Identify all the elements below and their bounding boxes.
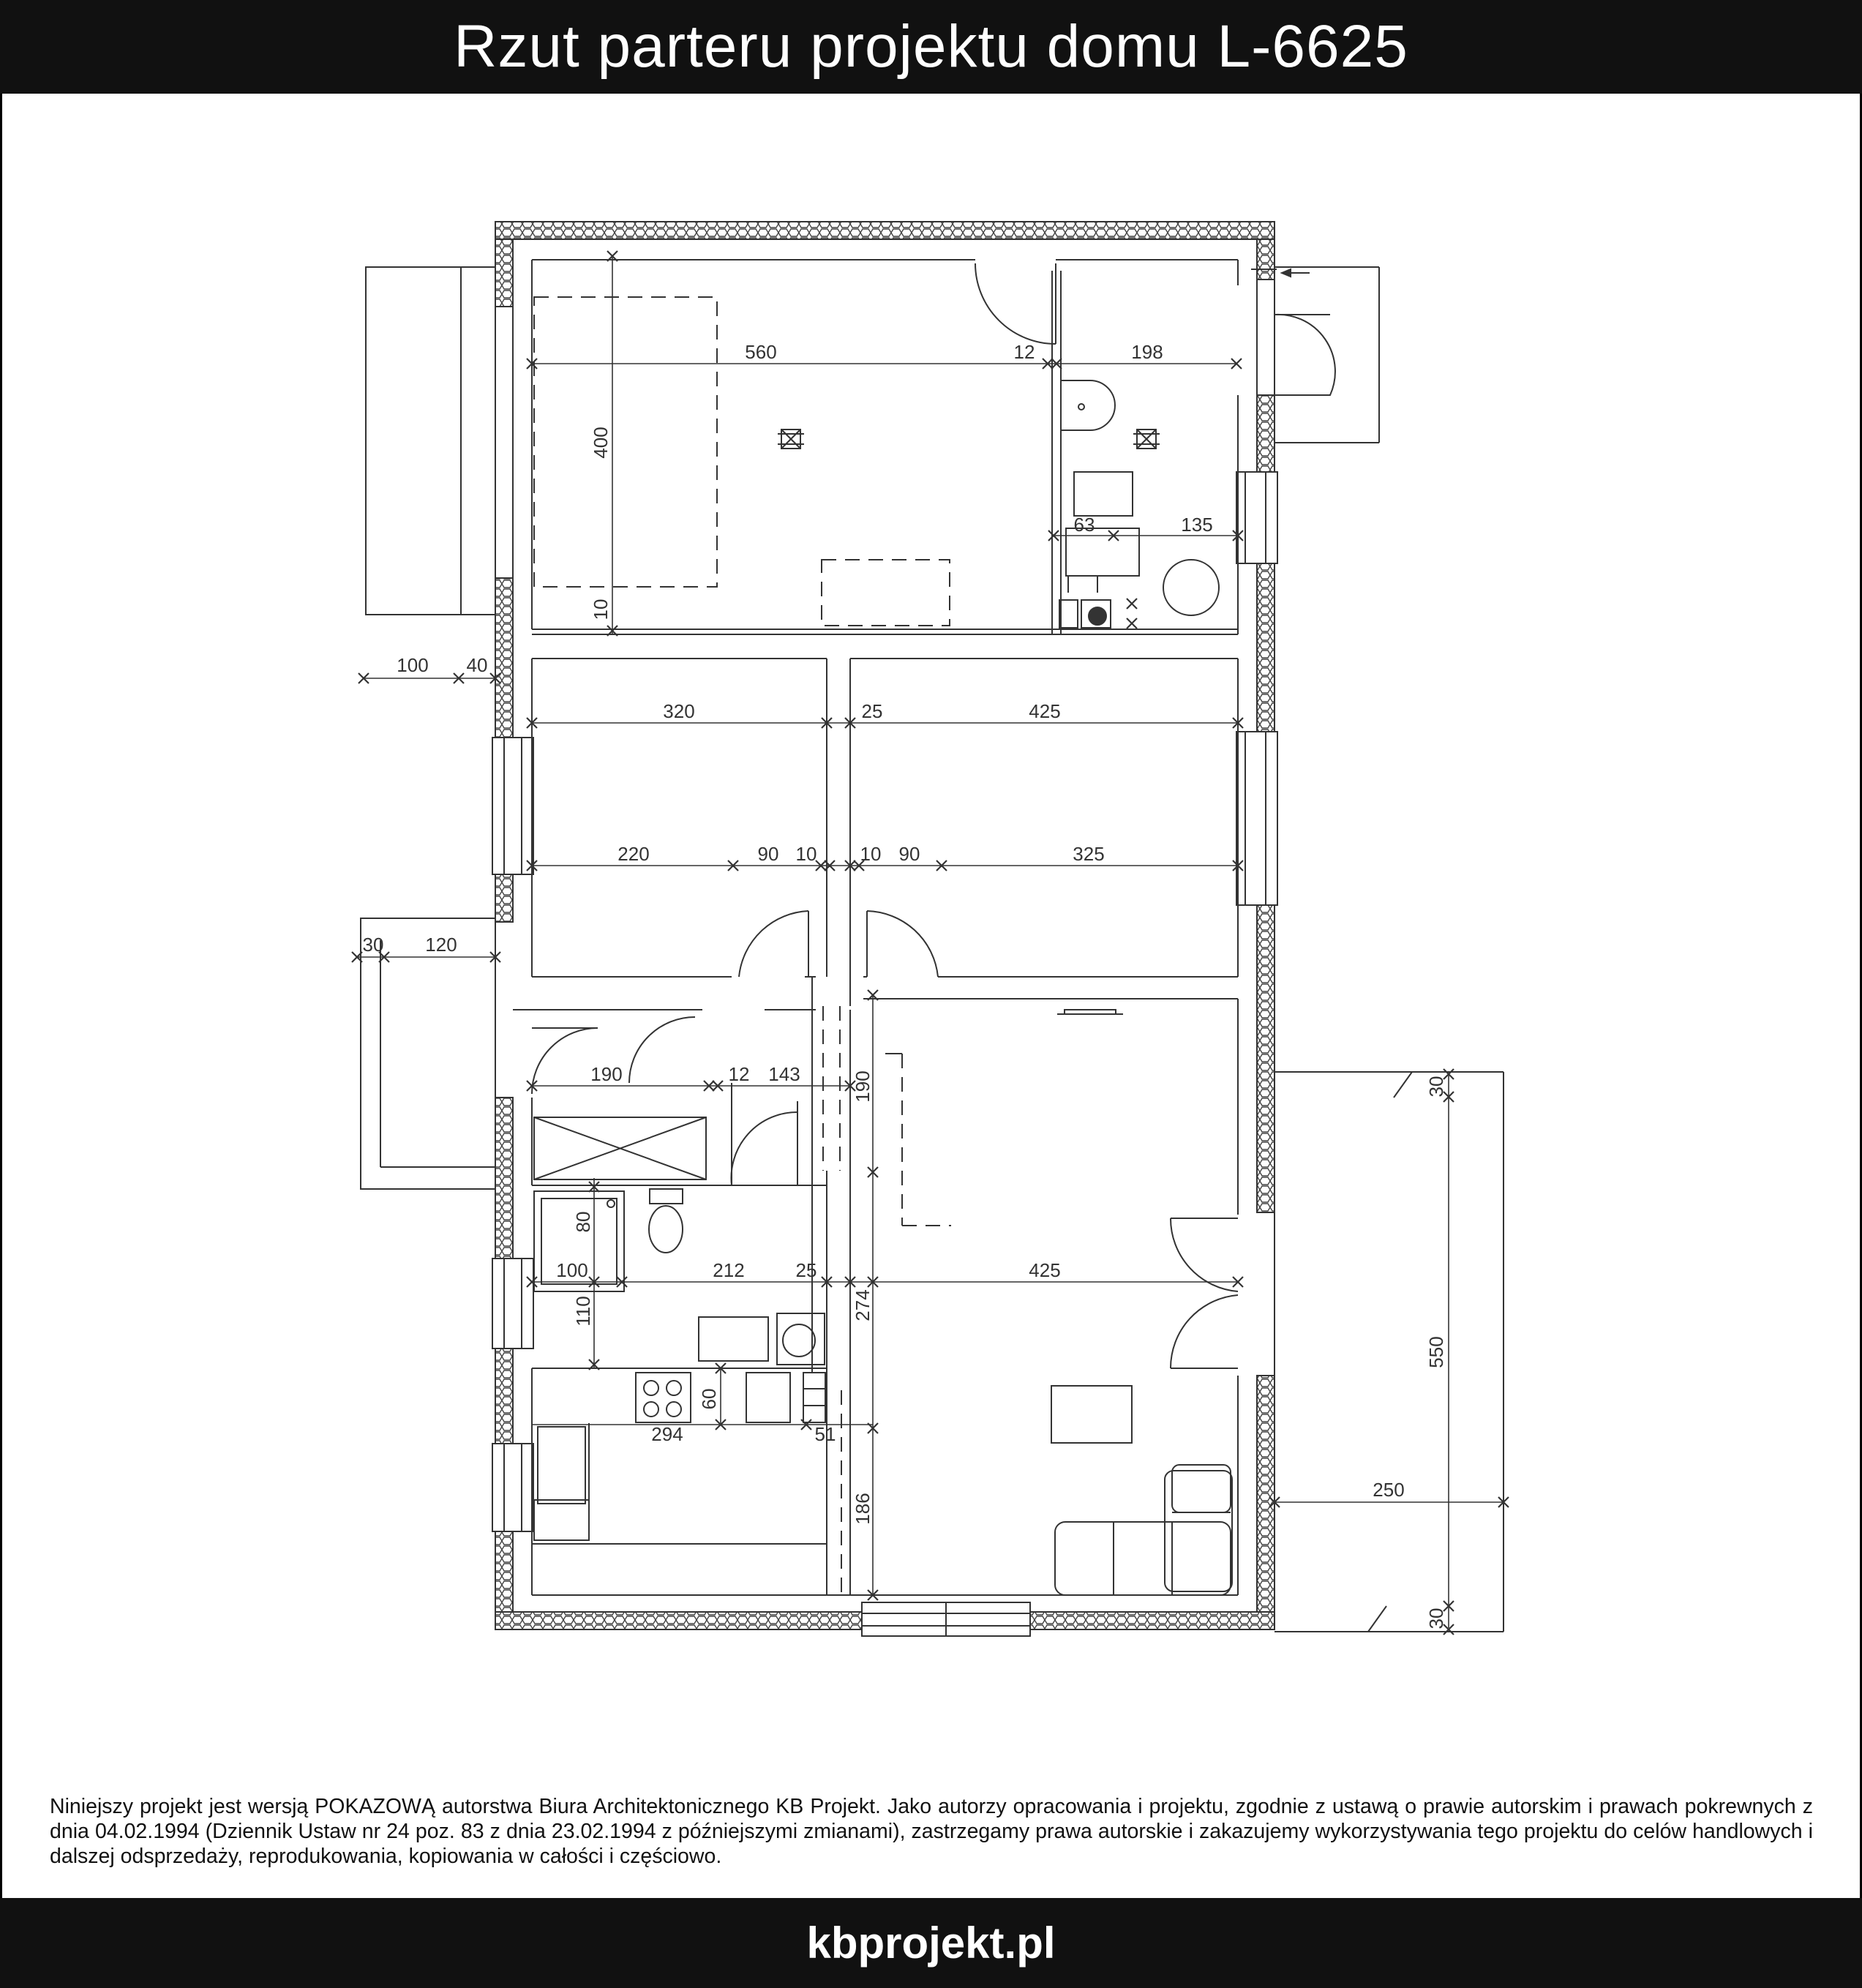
bathroom-fixtures bbox=[534, 1117, 825, 1365]
plan-drawing bbox=[352, 222, 1509, 1636]
dim-pos-325: 325 bbox=[1073, 843, 1105, 865]
kitchen-sink-icon bbox=[538, 1427, 585, 1504]
dim-garage-width: 560 bbox=[745, 341, 777, 363]
dim-boiler-135: 135 bbox=[1181, 514, 1213, 536]
dimension-ticks bbox=[352, 251, 1509, 1635]
dim-terrace-550: 550 bbox=[1425, 1336, 1447, 1368]
footer-bar bbox=[0, 1898, 1862, 1988]
sink-icon bbox=[1061, 380, 1115, 430]
dim-kitchen-294: 294 bbox=[651, 1423, 683, 1445]
dim-overhang-40: 40 bbox=[466, 654, 488, 676]
dim-terrace-250: 250 bbox=[1373, 1479, 1405, 1501]
dim-overhang-100: 100 bbox=[397, 654, 429, 676]
dim-utility-width: 198 bbox=[1131, 341, 1163, 363]
dim-boiler-63: 63 bbox=[1073, 514, 1095, 536]
dim-kitchen-51: 51 bbox=[814, 1423, 836, 1445]
dim-pos-220: 220 bbox=[617, 843, 650, 865]
dim-room-wall: 25 bbox=[861, 700, 883, 722]
dim-hall-vert-190: 190 bbox=[852, 1070, 874, 1103]
copyright-notice: Niniejszy projekt jest wersją POKAZOWĄ autorstwa Biura Architektonicznego KB Projekt. Jako autorzy opracowania i projektu, zgodnie z ustawą o prawie autorskim i prawach pokrewnych z dnia 04.02.1994 (Dziennik Ustaw nr 24 poz. 83 z dnia 23.02.1994 z późniejszymi zmianami), zastrzegamy prawa autorskie i zakazujemy wykorzystywania tego projektu do celów handlowych i dalszej odsprzedaży, reprodukowania, kopiowania w całości i częściowo. bbox=[50, 1795, 1813, 1868]
windows bbox=[492, 472, 1277, 1636]
sofa-icon bbox=[1165, 1471, 1232, 1591]
dim-wall-25: 25 bbox=[795, 1259, 817, 1281]
dim-kitchen-60: 60 bbox=[698, 1388, 720, 1410]
dim-terrace-30-bottom: 30 bbox=[1425, 1608, 1447, 1629]
dim-porch-30: 30 bbox=[362, 934, 384, 956]
stove-icon bbox=[636, 1373, 691, 1422]
dim-bath-110: 110 bbox=[572, 1296, 594, 1327]
dim-wall-10-left: 10 bbox=[795, 843, 817, 865]
table-icon bbox=[1051, 1386, 1132, 1443]
dim-bath-100: 100 bbox=[556, 1259, 588, 1281]
dim-room-right-width: 425 bbox=[1029, 700, 1061, 722]
dim-door-90-left: 90 bbox=[757, 843, 779, 865]
dim-living-425: 425 bbox=[1029, 1259, 1061, 1281]
ceiling-light-icon bbox=[778, 430, 804, 449]
dim-door-90-right: 90 bbox=[898, 843, 920, 865]
dim-garage-depth: 400 bbox=[590, 427, 612, 459]
dimension-lines bbox=[357, 256, 1504, 1628]
dim-terrace-30-top: 30 bbox=[1425, 1076, 1447, 1098]
dim-porch-120: 120 bbox=[425, 934, 457, 956]
dim-hall-12: 12 bbox=[728, 1063, 750, 1085]
dim-garage-wall: 10 bbox=[590, 599, 612, 620]
dim-hall-190: 190 bbox=[590, 1063, 623, 1085]
ceiling-light-icon bbox=[1133, 430, 1160, 449]
interior-walls bbox=[513, 260, 1238, 1595]
dim-wall-10-right: 10 bbox=[860, 843, 882, 865]
dim-living-186: 186 bbox=[852, 1493, 874, 1525]
dim-bath-212: 212 bbox=[713, 1259, 745, 1281]
page-title: Rzut parteru projektu domu L-6625 bbox=[454, 13, 1408, 80]
living-room-furniture bbox=[1051, 1386, 1232, 1595]
dim-bath-80: 80 bbox=[572, 1211, 594, 1233]
doors bbox=[532, 263, 1335, 1368]
water-heater-icon bbox=[1163, 560, 1219, 615]
garage-details bbox=[534, 297, 1219, 628]
dimension-labels bbox=[363, 341, 1447, 1629]
washbasin-icon bbox=[699, 1317, 768, 1361]
toilet-icon bbox=[650, 1189, 683, 1204]
website-link[interactable]: kbprojekt.pl bbox=[806, 1918, 1056, 1968]
oven-icon bbox=[534, 1500, 589, 1540]
dim-hall-143: 143 bbox=[768, 1063, 800, 1085]
dim-garage-partition: 12 bbox=[1013, 341, 1035, 363]
boiler-tank-icon bbox=[1074, 472, 1133, 516]
dim-room-left-width: 320 bbox=[663, 700, 695, 722]
dim-hall-274: 274 bbox=[852, 1289, 874, 1321]
kitchen-fixtures bbox=[534, 1373, 825, 1540]
